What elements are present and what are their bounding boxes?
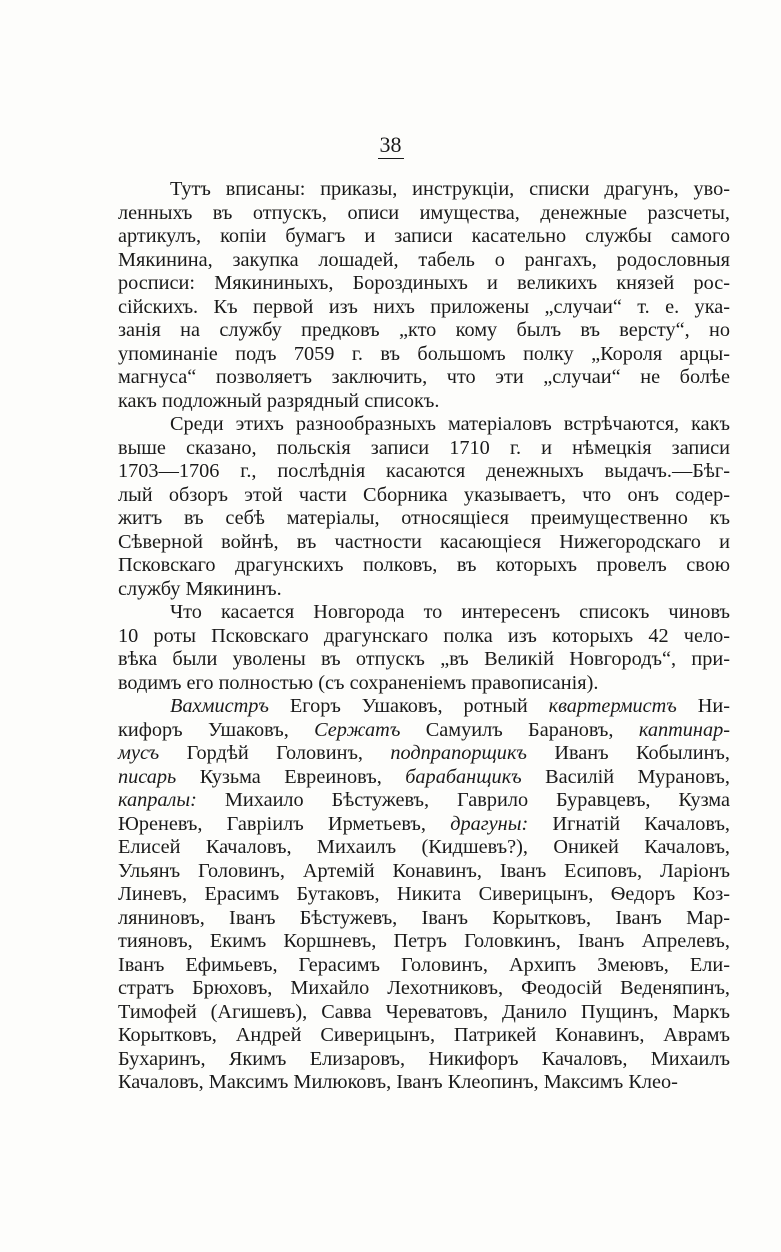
text-segment: Что касается Новгорода то интересенъ списокъ чиновъ	[170, 601, 730, 623]
text-line	[118, 954, 730, 978]
text-segment: 1703—1706 г., послѣднія касаются денежныхъ выдачъ.—Бѣг-	[118, 460, 730, 482]
text-segment: упоминаніе подъ 7059 г. въ большомъ полку „Короля арцы-	[118, 342, 730, 365]
text-segment: Тимофей (Агишевъ), Савва Череватовъ, Данило Пущинъ, Маркъ	[118, 1000, 730, 1023]
text-line	[118, 625, 730, 649]
paragraph	[118, 695, 730, 1095]
page-number-text: 38	[379, 132, 402, 157]
text-line	[118, 272, 730, 296]
text-segment: росписи: Мякининыхъ, Бороздиныхъ и великихъ князей рос-	[118, 272, 730, 294]
paragraph	[118, 601, 730, 695]
text-line	[118, 225, 730, 249]
text-segment: сійскихъ. Къ первой изъ нихъ приложены „случаи“ т. е. ука-	[118, 295, 730, 318]
italic-term: каптинар-	[638, 718, 730, 741]
text-segment: Бухаринъ, Якимъ Елизаровъ, Никифоръ Качаловъ, Михаилъ	[118, 1047, 730, 1070]
text-segment: занія на службу предковъ „кто кому былъ въ версту“, но	[118, 319, 730, 341]
text-line	[118, 343, 730, 367]
text-line	[118, 507, 730, 531]
text-line	[118, 578, 730, 602]
text-segment: 10 роты Псковскаго драгунскаго полка изъ которыхъ 42 чело-	[118, 624, 730, 647]
text-line	[118, 1001, 730, 1025]
text-line	[118, 178, 730, 202]
text-segment: артикулъ, копіи бумагъ и записи касательно службы самого	[118, 225, 730, 247]
italic-term: капралы:	[118, 789, 197, 811]
text-segment: Ни-	[676, 695, 731, 717]
italic-term: Сержатъ	[314, 718, 401, 741]
text-segment: житъ въ себѣ матеріалы, относящіеся преимущественно къ	[118, 507, 730, 529]
text-segment: водимъ его полностью (съ сохраненіемъ правописанія).	[118, 671, 599, 694]
text-line	[118, 601, 730, 625]
text-segment: Михаило Бѣстужевъ, Гаврило Буравцевъ, Кузма	[196, 789, 730, 811]
text-line	[118, 1071, 730, 1095]
text-segment: какъ подложный разрядный списокъ.	[118, 389, 440, 412]
text-line	[118, 742, 730, 766]
text-segment: Сѣверной войнѣ, въ частности касающіеся Нижегородскаго и	[118, 530, 730, 553]
text-line	[118, 907, 730, 931]
text-line	[118, 930, 730, 954]
text-segment: Самуилъ Барановъ,	[400, 718, 639, 741]
text-segment: магнуса“ позволяетъ заключить, что эти „случаи“ не болѣе	[118, 366, 730, 388]
text-line	[118, 460, 730, 484]
text-line	[118, 695, 730, 719]
paragraph	[118, 413, 730, 601]
italic-term: Вахмистръ	[170, 695, 269, 717]
text-line	[118, 249, 730, 273]
text-segment: Линевъ, Ерасимъ Бутаковъ, Никита Сиверицынъ, Ѳедоръ Коз-	[118, 883, 730, 905]
text-line	[118, 366, 730, 390]
text-segment: Корытковъ, Андрей Сиверицынъ, Патрикей Конавинъ, Аврамъ	[118, 1024, 730, 1046]
text-body	[118, 178, 730, 1095]
text-line	[118, 413, 730, 437]
text-segment: Качаловъ, Максимъ Милюковъ, Іванъ Клеопинъ, Максимъ Клео-	[118, 1071, 678, 1093]
text-segment: Тутъ вписаны: приказы, инструкціи, списки драгунъ, уво-	[170, 178, 730, 200]
text-segment: Ульянъ Головинъ, Артемій Конавинъ, Іванъ Есиповъ, Ларіонъ	[118, 859, 730, 882]
italic-term: подпрапорщикъ	[390, 742, 527, 764]
text-segment: ленныхъ въ отпускъ, описи имущества, денежные разсчеты,	[118, 201, 730, 224]
text-segment: вѣка были уволены въ отпускъ „въ Великій Новгородъ“, при-	[118, 648, 730, 670]
text-line	[118, 672, 730, 696]
text-segment: Иванъ Кобылинъ,	[526, 742, 730, 764]
text-line	[118, 813, 730, 837]
text-line	[118, 296, 730, 320]
text-segment: Гордѣй Головинъ,	[159, 742, 391, 764]
text-line	[118, 319, 730, 343]
text-segment: службу Мякининъ.	[118, 577, 282, 600]
text-segment: Іванъ Ефимьевъ, Герасимъ Головинъ, Архипъ Змеювъ, Ели-	[118, 953, 730, 976]
text-segment: выше сказано, польскія записи 1710 г. и нѣмецкія записи	[118, 436, 730, 459]
page-number	[0, 132, 781, 158]
text-segment: Игнатій Качаловъ,	[528, 812, 731, 835]
text-line	[118, 719, 730, 743]
text-line	[118, 1048, 730, 1072]
italic-term: квартермистъ	[548, 695, 677, 717]
text-line	[118, 648, 730, 672]
text-segment: Егоръ Ушаковъ, ротный	[268, 695, 549, 717]
text-line	[118, 202, 730, 226]
text-line	[118, 437, 730, 461]
text-segment: стратъ Брюховъ, Михайло Лехотниковъ, Феодосій Веденяпинъ,	[118, 977, 730, 999]
paragraph	[118, 178, 730, 413]
italic-term: писарь	[118, 765, 177, 788]
text-segment: тияновъ, Екимъ Коршневъ, Петръ Головкинъ, Іванъ Апрелевъ,	[118, 930, 730, 952]
text-line	[118, 836, 730, 860]
text-segment: ляниновъ, Іванъ Бѣстужевъ, Іванъ Корытковъ, Іванъ Мар-	[118, 906, 730, 929]
text-segment: Елисей Качаловъ, Михаилъ (Кидшевъ?), Оникей Качаловъ,	[118, 836, 730, 858]
text-line	[118, 977, 730, 1001]
text-segment: Среди этихъ разнообразныхъ матеріаловъ встрѣчаются, какъ	[170, 413, 730, 435]
text-line	[118, 1024, 730, 1048]
italic-term: барабанщикъ	[405, 765, 522, 788]
text-line	[118, 531, 730, 555]
text-line	[118, 390, 730, 414]
text-line	[118, 484, 730, 508]
text-line	[118, 766, 730, 790]
italic-term: драгуны:	[450, 812, 529, 835]
text-line	[118, 789, 730, 813]
text-segment: Кузьма Евреиновъ,	[176, 765, 406, 788]
italic-term: мусъ	[118, 742, 160, 764]
text-segment: Псковскаго драгунскихъ полковъ, въ которыхъ провелъ свою	[118, 554, 730, 576]
text-segment: Василій Мурановъ,	[521, 765, 730, 788]
text-line	[118, 883, 730, 907]
text-line	[118, 554, 730, 578]
text-segment: лый обзоръ этой части Сборника указываетъ, что онъ содер-	[118, 483, 730, 506]
text-segment: Юреневъ, Гавріилъ Ирметьевъ,	[118, 812, 451, 835]
text-line	[118, 860, 730, 884]
text-segment: кифоръ Ушаковъ,	[118, 718, 315, 741]
text-segment: Мякинина, закупка лошадей, табель о рангахъ, родословныя	[118, 248, 730, 271]
